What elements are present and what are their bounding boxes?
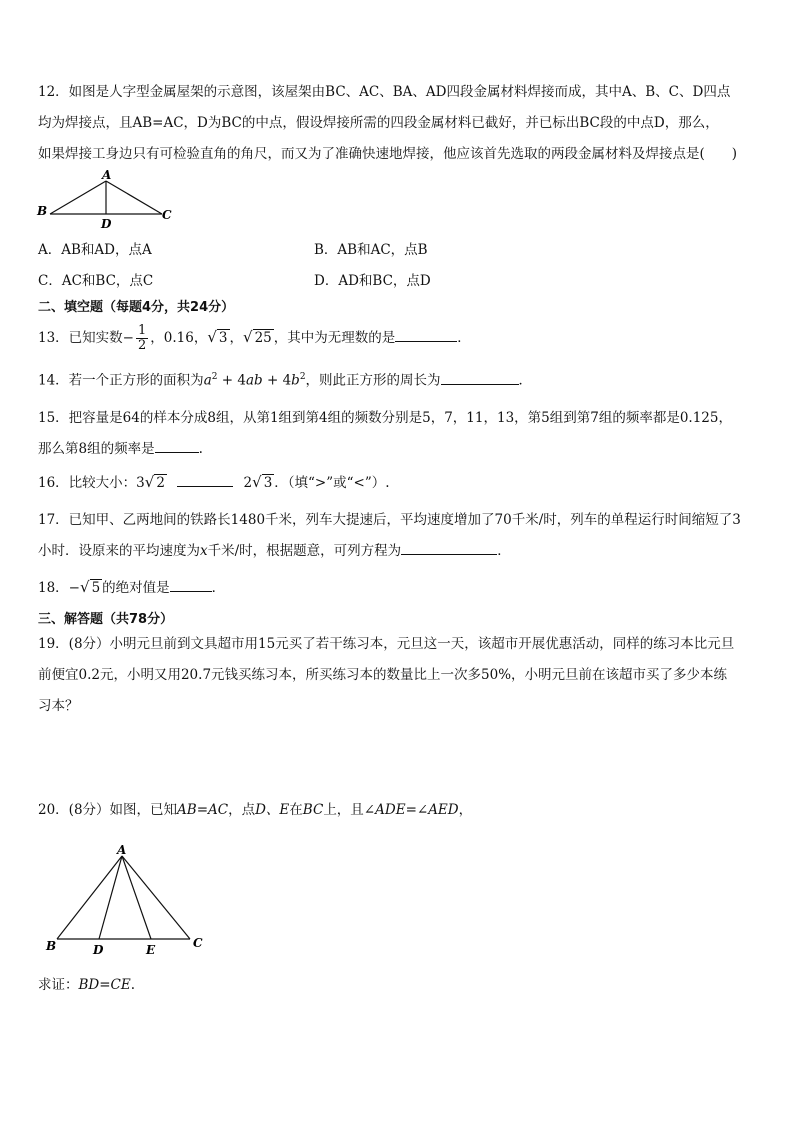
q13-answer-blank[interactable] — [395, 327, 457, 342]
q19-line-3: 习本？ — [38, 698, 79, 714]
question-17 — [38, 505, 760, 567]
q14-expr-mid: + 4 — [217, 372, 246, 389]
q12-label-b: B — [37, 204, 48, 218]
q13-fraction — [136, 324, 148, 353]
question-18: 18．−√ 5 的绝对值是 ． — [38, 578, 226, 596]
q12-option-c: C．AC和BC，点C — [38, 273, 154, 289]
q12-label-c: C — [162, 208, 172, 222]
q18-suffix: 的绝对值是 — [102, 580, 170, 596]
q13-end: ． — [457, 330, 471, 346]
q20-prefix: 20．(8分）如图，已知 — [38, 802, 178, 818]
q13-prefix: 13．已知实数− — [38, 330, 134, 346]
q20-proof — [38, 972, 135, 998]
q16-suffix: ．（填“>”或“<”）. — [274, 475, 390, 491]
q20-cond: AB=AC — [177, 802, 229, 818]
q14-expr-b: b — [291, 372, 300, 389]
q16-answer-blank[interactable] — [177, 472, 233, 487]
q20-label-d: D — [93, 943, 104, 957]
q20-mid-3: 上，且∠ — [323, 802, 376, 818]
q13-frac-den: 2 — [138, 338, 147, 353]
q12-option-b: B．AB和AC，点B — [314, 242, 428, 258]
q17-line-2b: 千米/时，根据题意，可列方程为 — [207, 543, 402, 559]
q12-option-d: D．AD和BC，点D — [314, 273, 431, 289]
q20-angle-1: ADE — [375, 802, 406, 818]
q12-option-a: A．AB和AD，点A — [38, 242, 152, 258]
q20-points: D、E — [255, 802, 290, 818]
section-2-heading: 二、填空题（每题4分，共24分） — [38, 300, 235, 315]
question-15 — [38, 403, 760, 465]
section-3-heading: 三、解答题（共78分） — [38, 612, 174, 627]
q12-label-a: A — [102, 168, 112, 182]
question-20 — [38, 795, 472, 825]
q14-answer-blank[interactable] — [441, 370, 519, 385]
q13-sqrt-3: 3 — [218, 330, 228, 346]
question-19 — [38, 629, 760, 722]
q14-expr-ab: ab — [245, 372, 263, 389]
q19-line-1: 19．(8分）小明元旦前到文具超市用15元买了若干练习本，元旦这一天，该超市开展优惠活动，同样的练习本比元旦 — [38, 636, 735, 652]
q12-line-2: 均为焊接点，且AB=AC，D为BC的中点，假设焊接所需的四段金属材料已截好，并已标出BC段的中点D，那么， — [38, 115, 719, 131]
q15-answer-blank[interactable] — [155, 438, 199, 453]
q20-angle-2: AED — [428, 802, 459, 818]
q12-line-1: 12．如图是人字型金属屋架的示意图，该屋架由BC、AC、BA、AD四段金属材料焊接而成，其中A、B、C、D四点 — [38, 84, 731, 100]
q14-expr-plus: + 4 — [262, 372, 292, 389]
q14-expr-a: a — [203, 372, 212, 389]
q17-var: x — [200, 543, 208, 559]
q17-answer-blank[interactable] — [401, 540, 497, 555]
q20-end: ， — [458, 802, 473, 818]
q16-radicand-1: 2 — [156, 475, 165, 491]
question-16: 16．比较大小：3√ 2 2√ 3 ．（填“>”或“<”）. — [38, 473, 390, 491]
q18-prefix: 18．− — [38, 580, 80, 596]
q12-label-d: D — [101, 217, 112, 230]
q20-triangle-figure — [40, 840, 210, 960]
q15-line-1: 15．把容量是64的样本分成8组，从第1组到第4组的频数分别是5，7，11，13，第5组到第7组的频率都是0.125， — [38, 410, 732, 426]
q13-mid-2: ， — [229, 330, 243, 346]
q20-mid-1: ，点 — [228, 802, 256, 818]
q20-segment: BC — [302, 802, 324, 818]
q20-proof-statement: BD=CE — [78, 977, 131, 993]
q14-exp-2: 2 — [299, 372, 306, 382]
q15-end: . — [198, 441, 203, 457]
q14-suffix: ，则此正方形的周长为 — [305, 372, 441, 389]
q20-eq: =∠ — [405, 802, 429, 818]
q12-roof-figure — [34, 168, 184, 230]
q15-line-2: 那么第8组的频率是 — [38, 441, 155, 457]
q17-end: ． — [497, 543, 511, 559]
q13-frac-num: 1 — [138, 323, 147, 338]
q14-end: ． — [518, 372, 533, 389]
q20-label-a: A — [117, 843, 127, 857]
q18-answer-blank[interactable] — [170, 577, 212, 592]
q20-label-b: B — [46, 939, 57, 953]
question-14 — [38, 362, 532, 396]
q17-line-1: 17．已知甲、乙两地间的铁路长1480千米，列车大提速后，平均速度增加了70千米/时，列车的单程运行时间缩短了3 — [38, 512, 741, 528]
q20-label-e: E — [146, 943, 156, 957]
q16-radicand-2: 3 — [263, 475, 273, 491]
q13-suffix: ，其中为无理数的是 — [273, 330, 396, 346]
q16-prefix: 16．比较大小：3 — [38, 475, 145, 491]
q19-line-2: 前便宜0.2元，小明又用20.7元钱买练习本，所买练习本的数量比上一次多50%，小明元旦前在该超市买了多少本练 — [38, 667, 728, 683]
q17-line-2a: 小时．设原来的平均速度为 — [38, 543, 200, 559]
q20-proof-prefix: 求证： — [38, 977, 79, 993]
question-12 — [38, 77, 760, 170]
q13-sqrt-25: 25 — [254, 330, 272, 346]
q20-label-c: C — [193, 936, 203, 950]
q18-radicand: 5 — [91, 580, 101, 596]
q16-coef-2: 2 — [243, 475, 253, 491]
q12-line-3: 如果焊接工身边只有可检验直角的角尺，而又为了准确快速地焊接，他应该首先选取的两段金属材料及焊接点是( ) — [38, 146, 738, 162]
q18-end: ． — [211, 580, 226, 596]
q14-prefix: 14．若一个正方形的面积为 — [38, 372, 204, 389]
q20-mid-2: 在 — [289, 802, 303, 818]
q20-proof-end: . — [130, 977, 136, 993]
q13-mid-1: ，0.16， — [150, 330, 208, 346]
question-13: 13．已知实数− $\frac{1}{2}$ ，0.16，√ 3 ，√ 25 ，其中为无理数的是 ． — [38, 323, 471, 353]
q14-exp-1: 2 — [211, 372, 218, 382]
